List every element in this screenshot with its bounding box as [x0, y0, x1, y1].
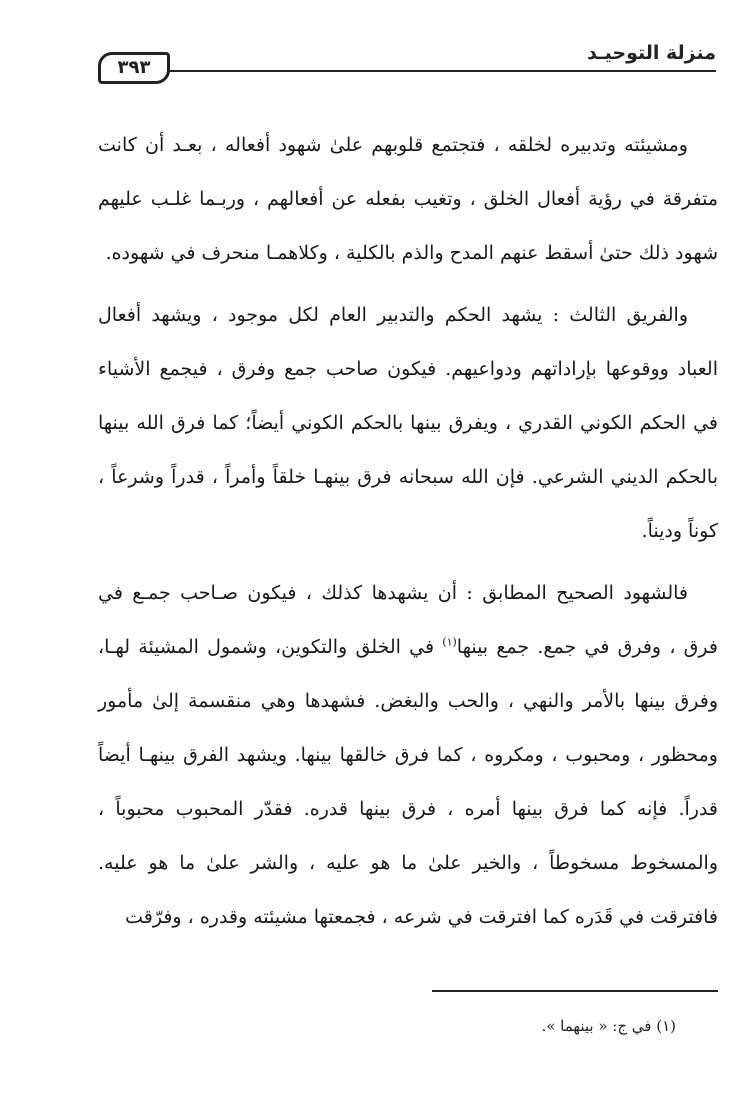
page-header — [98, 40, 716, 84]
body-text — [98, 118, 718, 952]
paragraph-3-part-b: في الخلق والتكوين، وشمول المشيئة لهـا، وفرق بينها بالأمر والنهي ، والحب والبغض. فشهدها وهي منقسمة إلىٰ مأمور ومحظور ، ومحبوب ، ومكروه ، كما فرق خالقها بينها. ويشهد الفرق بينهـا أيضاً قدراً. فإنه كما فرق بينها أمره ، فرق بينها قدره. فقدّر المحبوب محبوباً ، والمسخوط مسخوطاً ، والخير علىٰ ما هو عليه ، والشر علىٰ ما هو عليه. فافترقت في قَدَره كما افترقت في شرعه ، فجمعتها مشيئته وقدره ، وفرّقت — [98, 636, 718, 928]
footnote-marker: (١) — [442, 635, 457, 649]
running-title: منزلة التوحيـد — [587, 42, 716, 64]
paragraph-1: ومشيئته وتدبيره لخلقه ، فتجتمع قلوبهم علىٰ شهود أفعاله ، بعـد أن كانت متفرقة في رؤية أفعال الخلق ، وتغيب بفعله عن أفعالهم ، وربـما غلـب عليهم شهود ذلك حتىٰ أسقط عنهم المدح والذم بالكلية ، وكلاهمـا منحرف في شهوده. — [98, 134, 718, 264]
footnote: (١) في ج: « بينهما ». — [541, 1017, 676, 1035]
paragraph-2: والفريق الثالث : يشهد الحكم والتدبير العام لكل موجود ، ويشهد أفعال العباد ووقوعها بإراداتهم ودواعيهم. فيكون صاحب جمع وفرق ، فيجمع الأشياء في الحكم الكوني القدري ، ويفرق بينها بالحكم الكوني أيضاً؛ كما فرق الله بينها بالحكم الديني الشرعي. فإن الله سبحانه فرق بينهـا خلقاً وأمراً ، قدراً وشرعاً ، كوناً وديناً. — [98, 304, 718, 542]
page-number: ٣٩٣ — [98, 52, 170, 84]
paragraph-3-part-a: فالشهود الصحيح المطابق : أن يشهدها كذلك ، فيكون صـاحب جمـع في فرق ، وفرق في جمع. جمع بينها — [98, 582, 718, 658]
paragraph-3 — [98, 566, 718, 944]
header-rule — [162, 70, 716, 72]
footnote-rule — [432, 990, 718, 992]
